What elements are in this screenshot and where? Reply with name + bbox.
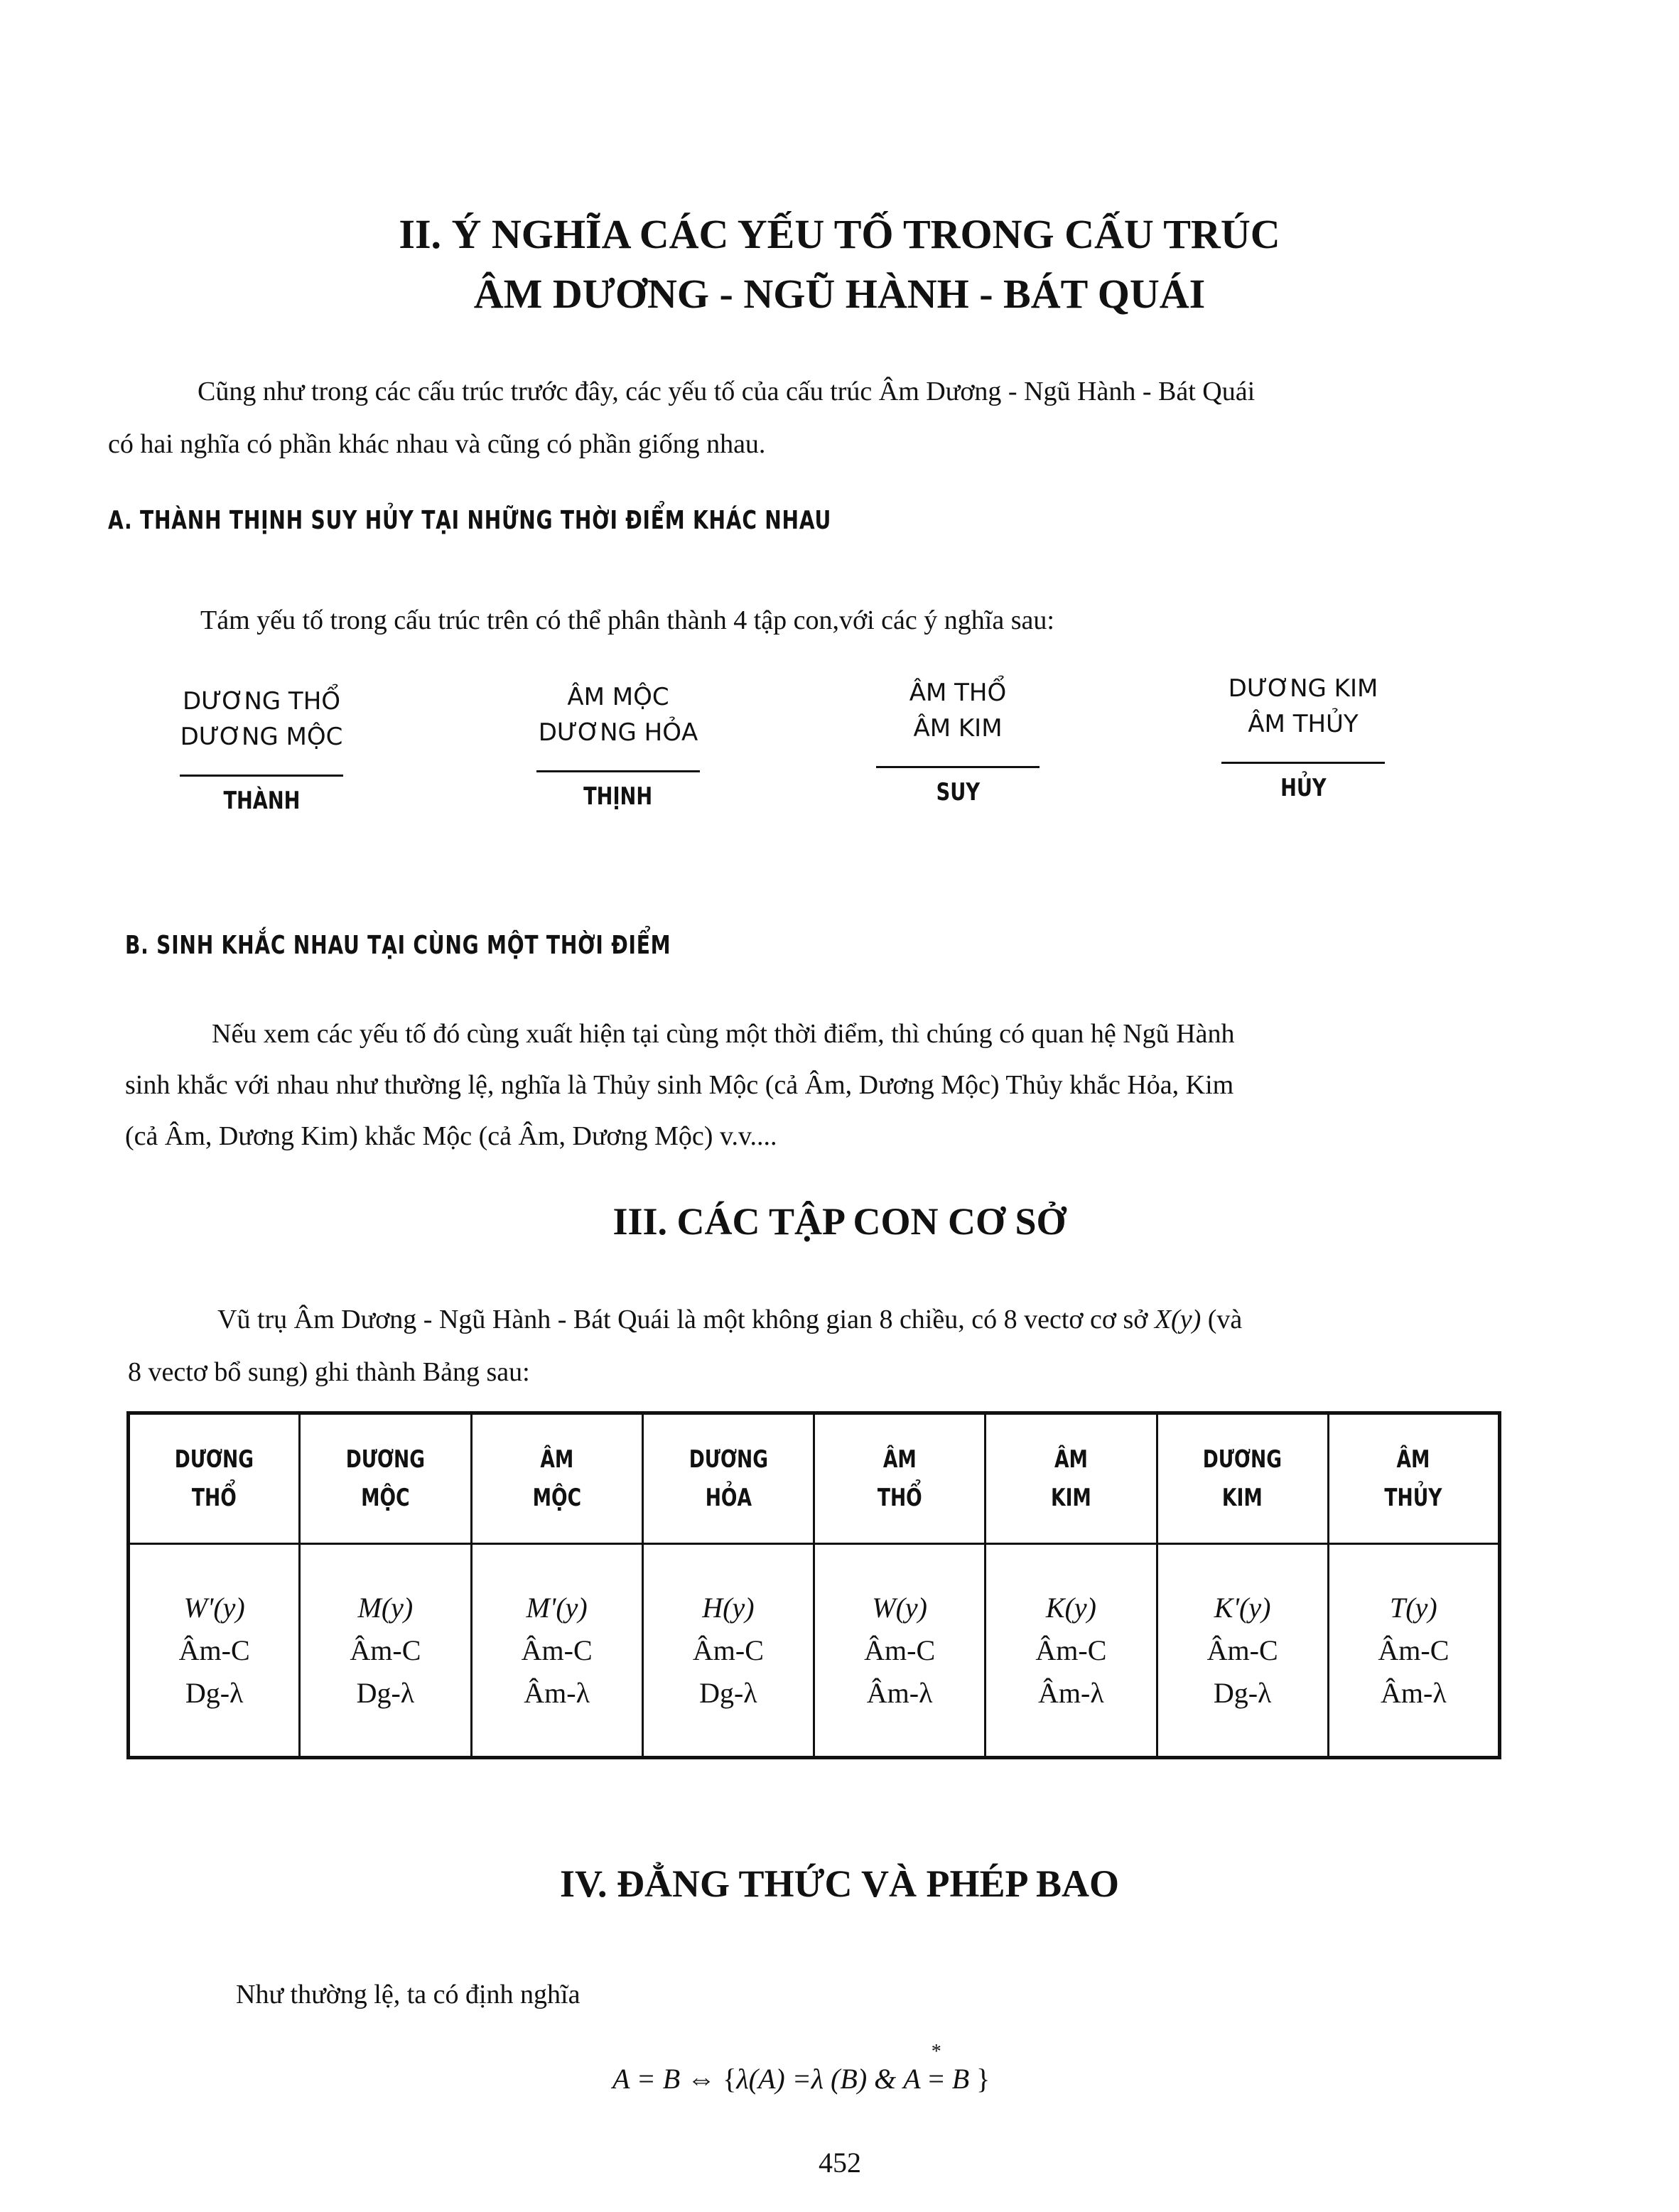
section-4-title: IV. ĐẲNG THỨC VÀ PHÉP BAO: [559, 1862, 1120, 1905]
starred-equals: * =: [928, 2041, 944, 2095]
group-thinh-divider: [536, 770, 700, 772]
group-thinh-label: THỊNH: [583, 782, 653, 811]
section-3-title: III. CÁC TẬP CON CƠ SỞ: [612, 1200, 1067, 1243]
group-thinh: [497, 679, 739, 811]
section-2-title-line1: II. Ý NGHĨA CÁC YẾU TỐ TRONG CẤU TRÚC: [399, 211, 1280, 257]
group-thanh-line1: DƯƠNG THỔ: [182, 687, 341, 716]
table-header-cell: DƯƠNG THỔ: [129, 1413, 300, 1544]
group-suy-divider: [876, 766, 1040, 768]
table-cell: W'(y) Âm-C Dg-λ: [129, 1544, 300, 1758]
page-number: 452: [819, 2147, 861, 2179]
table-cell: K(y) Âm-C Âm-λ: [986, 1544, 1157, 1758]
group-suy-line2: ÂM KIM: [913, 714, 1003, 743]
table-cell: H(y) Âm-C Dg-λ: [642, 1544, 814, 1758]
group-huy-line2: ÂM THỦY: [1248, 710, 1359, 738]
subsection-a-text: Tám yếu tố trong cấu trúc trên có thể phân thành 4 tập con,với các ý nghĩa sau:: [200, 605, 1054, 635]
group-suy-label: SUY: [936, 778, 980, 806]
table-header-cell: ÂM THỦY: [1328, 1413, 1499, 1544]
section-2-intro-line2: có hai nghĩa có phần khác nhau và cũng có phần giống nhau.: [108, 429, 766, 459]
group-thinh-line1: ÂM MỘC: [567, 683, 669, 711]
table-header-cell: DƯƠNG MỘC: [300, 1413, 471, 1544]
group-thanh-label: THÀNH: [223, 787, 300, 815]
basis-vector-table: [126, 1411, 1501, 1759]
group-huy-label: HỦY: [1280, 774, 1327, 802]
subsection-b-line1: Nếu xem các yếu tố đó cùng xuất hiện tại cùng một thời điểm, thì chúng có quan hệ Ngũ Hành: [212, 1019, 1235, 1049]
group-suy-line1: ÂM THỔ: [909, 679, 1007, 707]
table-header-cell: DƯƠNG KIM: [1157, 1413, 1328, 1544]
equality-formula: A = B ⇔ {λ(A) =λ (B) & A * = B }: [612, 2041, 990, 2095]
subsection-b-line3: (cả Âm, Dương Kim) khắc Mộc (cả Âm, Dương Mộc) v.v....: [125, 1121, 777, 1151]
group-thinh-line2: DƯƠNG HỎA: [538, 718, 698, 747]
group-huy: [1182, 671, 1424, 802]
table-header-row: [129, 1413, 1500, 1544]
table-header-cell: ÂM THỔ: [814, 1413, 986, 1544]
subsection-b-heading: B. SINH KHẮC NHAU TẠI CÙNG MỘT THỜI ĐIỂM: [125, 931, 671, 960]
table-header-cell: ÂM KIM: [986, 1413, 1157, 1544]
section-2-title-line2: ÂM DƯƠNG - NGŨ HÀNH - BÁT QUÁI: [473, 271, 1206, 317]
group-thanh-line2: DƯƠNG MỘC: [180, 723, 343, 751]
group-huy-line1: DƯƠNG KIM: [1228, 674, 1378, 703]
section-3-line2: 8 vectơ bổ sung) ghi thành Bảng sau:: [128, 1357, 530, 1387]
table-header-cell: ÂM MỘC: [471, 1413, 642, 1544]
subsection-b-line2: sinh khắc với nhau như thường lệ, nghĩa là Thủy sinh Mộc (cả Âm, Dương Mộc) Thủy khắc Hỏa, Kim: [125, 1070, 1234, 1100]
group-thanh-divider: [180, 775, 343, 777]
table-cell: M'(y) Âm-C Âm-λ: [471, 1544, 642, 1758]
group-huy-divider: [1221, 762, 1385, 764]
subsection-a-heading: A. THÀNH THỊNH SUY HỦY TẠI NHỮNG THỜI ĐIỂM KHÁC NHAU: [108, 506, 832, 535]
section-2-intro-line1: Cũng như trong các cấu trúc trước đây, các yếu tố của cấu trúc Âm Dương - Ngũ Hành - Bát Quái: [198, 377, 1256, 406]
table-cell: K'(y) Âm-C Dg-λ: [1157, 1544, 1328, 1758]
table-cell: T(y) Âm-C Âm-λ: [1328, 1544, 1499, 1758]
section-4-text: Như thường lệ, ta có định nghĩa: [236, 1980, 581, 2009]
table-cell: M(y) Âm-C Dg-λ: [300, 1544, 471, 1758]
group-thanh: [141, 684, 382, 815]
table-header-cell: DƯƠNG HỎA: [642, 1413, 814, 1544]
table-cell: W(y) Âm-C Âm-λ: [814, 1544, 986, 1758]
section-3-line1: Vũ trụ Âm Dương - Ngũ Hành - Bát Quái là một không gian 8 chiều, có 8 vectơ cơ sở X(y) (và: [217, 1305, 1243, 1334]
group-suy: [837, 675, 1079, 806]
table-body-row: [129, 1544, 1500, 1758]
